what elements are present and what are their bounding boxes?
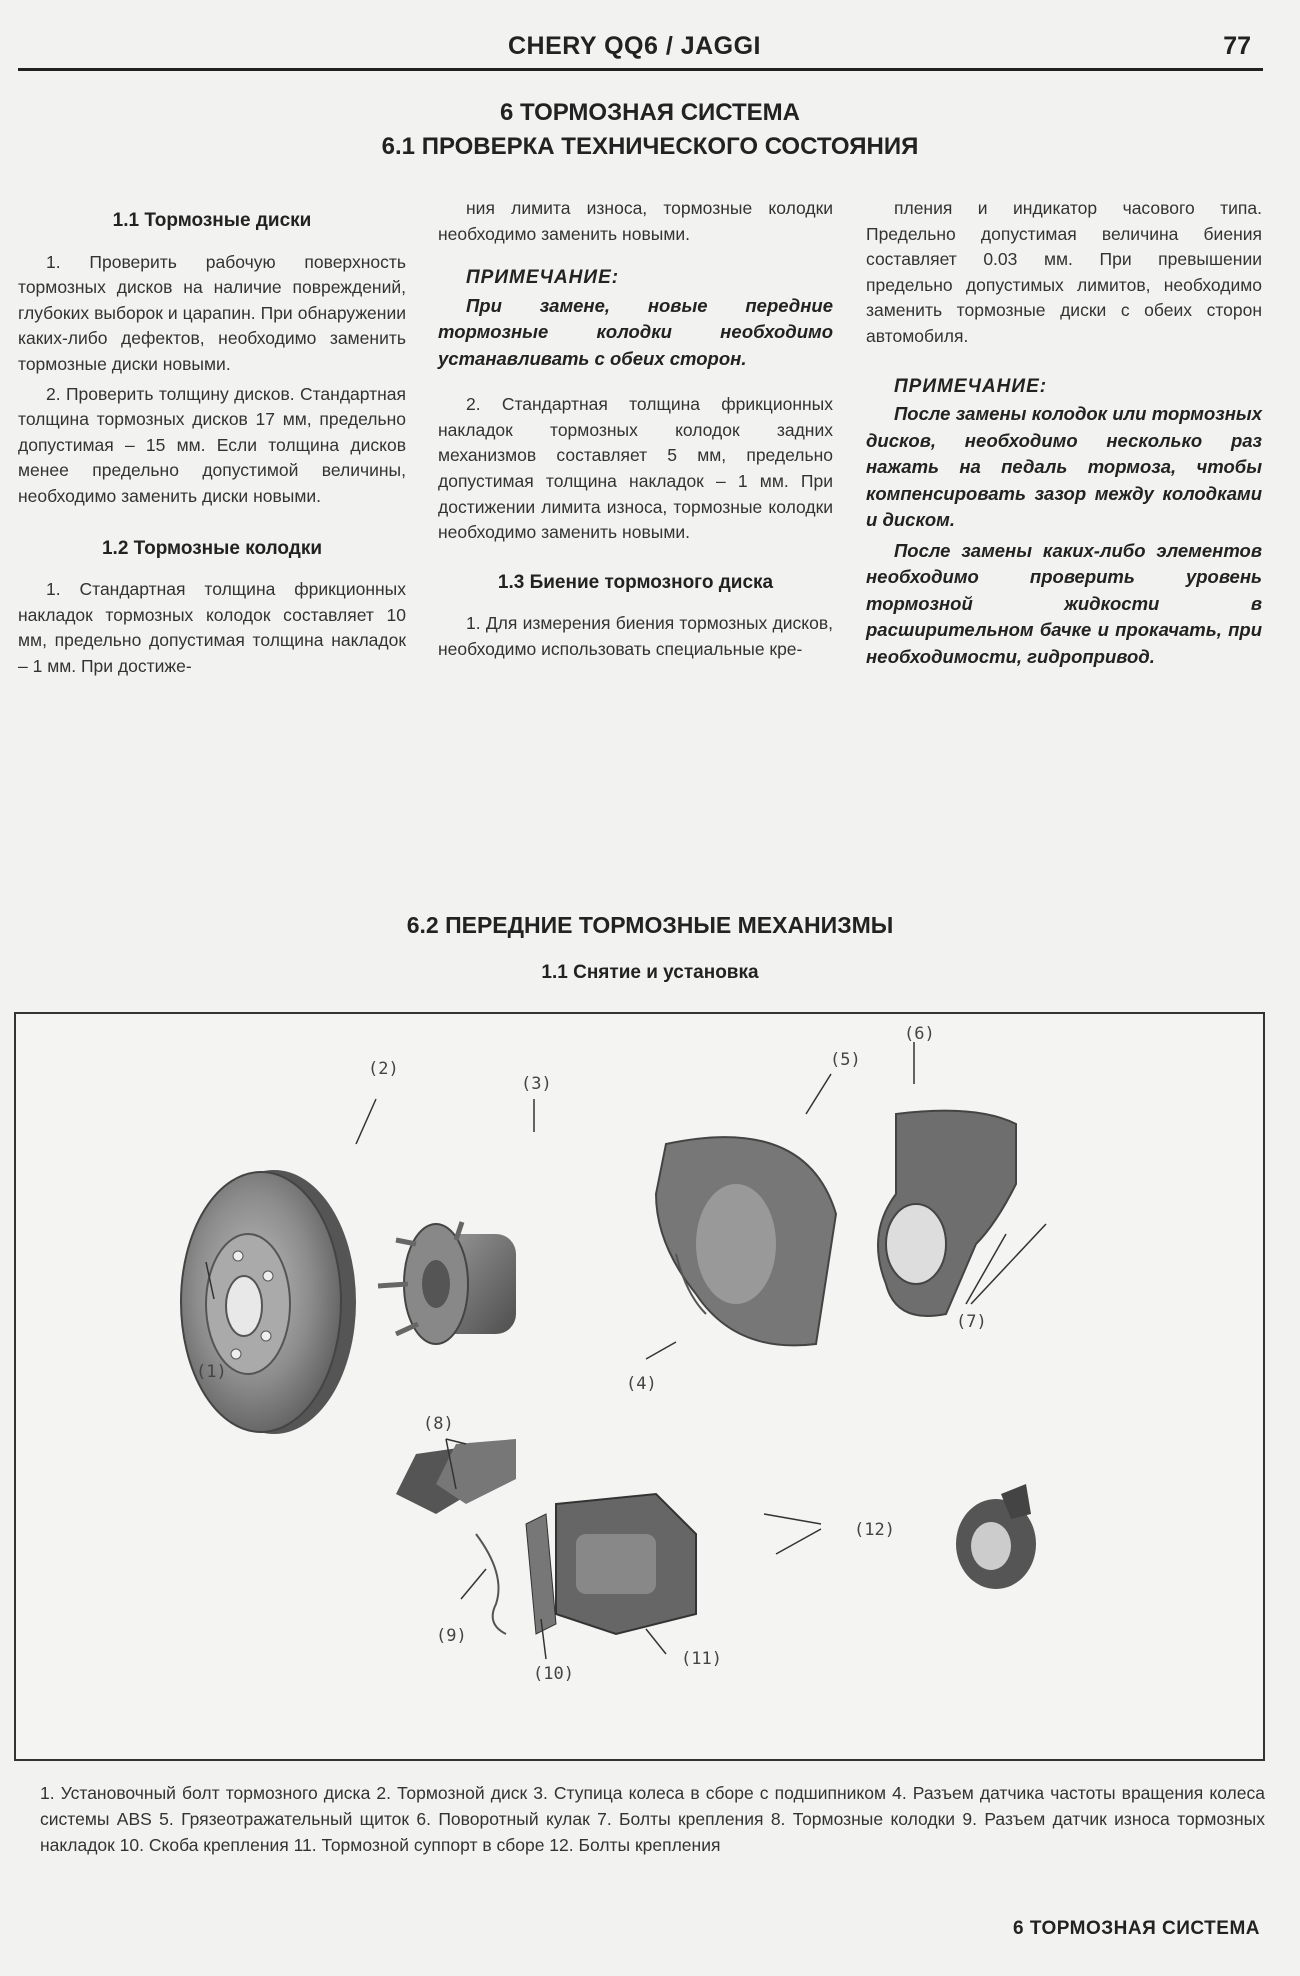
callout-label: (4) <box>626 1374 657 1394</box>
splash-shield-part <box>656 1137 836 1345</box>
text-column-2 <box>438 196 833 667</box>
callout-label: (6) <box>904 1024 935 1044</box>
callout-label: (11) <box>681 1649 722 1669</box>
chapter-title-block <box>0 96 1300 164</box>
knuckle-assembly-small <box>956 1484 1036 1589</box>
callout-label: (1) <box>196 1362 227 1382</box>
subsection-heading-discs: 1.1 Тормозные диски <box>112 210 312 231</box>
section-6-2-subtitle: 1.1 Снятие и установка <box>541 962 759 983</box>
callout-label: (2) <box>368 1059 399 1079</box>
wheel-hub-part <box>378 1222 516 1344</box>
running-title: CHERY QQ6 / JAGGI <box>508 32 762 60</box>
paragraph: 1. Проверить рабочую поверхность тормозных дисков на наличие повреждений, глубоких выборок и царапин. При обнаружении каких-либо дефектов, необходимо заменить тормозные диски новыми. <box>18 251 406 374</box>
page-footer: 6 ТОРМОЗНАЯ СИСТЕМА <box>1012 1918 1260 1939</box>
callout-label: (3) <box>521 1074 552 1094</box>
page-number: 77 <box>1223 32 1251 60</box>
section-title: 6.1 ПРОВЕРКА ТЕХНИЧЕСКОГО СОСТОЯНИЯ <box>381 133 919 160</box>
callout-label: (9) <box>436 1626 467 1646</box>
note-text: При замене, новые передние тормозные колодки необходимо устанавливать с обеих сторон. <box>438 294 833 369</box>
text-column-1 <box>18 196 406 684</box>
mounting-bracket-part <box>526 1514 556 1634</box>
callout-label: (7) <box>956 1312 987 1332</box>
subsection-heading-runout: 1.3 Биение тормозного диска <box>497 571 774 593</box>
section-6-2-title: 6.2 ПЕРЕДНИЕ ТОРМОЗНЫЕ МЕХАНИЗМЫ <box>406 912 894 938</box>
paragraph: пления и индикатор часового типа. Предельно допустимая величина биения составляет 0.03 мм. При превышении предельно допустимых лимитов, необходимо заменить тормозные диски с обеих сторон автомобиля. <box>866 198 1262 346</box>
paragraph: 1. Для измерения биения тормозных дисков, необходимо использовать специальные кре- <box>438 613 833 660</box>
paragraph: 2. Проверить толщину дисков. Стандартная толщина тормозных дисков 17 мм, предельно допустимая – 15 мм. Если толщина дисков менее предельно допустимой величины, необходимо заменить диски новыми. <box>18 383 406 506</box>
page-header <box>18 22 1263 71</box>
subsection-heading-pads: 1.2 Тормозные колодки <box>101 537 323 559</box>
brake-pads-part <box>396 1439 516 1514</box>
callout-label: (8) <box>423 1414 454 1434</box>
paragraph: ния лимита износа, тормозные колодки необходимо заменить новыми. <box>438 198 833 244</box>
note-text: После замены колодок или тормозных дисков, необходимо несколько раз нажать на педаль тормоза, чтобы компенсировать зазор между колодками и диском. <box>866 403 1262 531</box>
callout-label: (12) <box>854 1520 895 1540</box>
note-title: ПРИМЕЧАНИЕ: <box>894 375 1048 397</box>
exploded-view-figure <box>14 1012 1265 1761</box>
paragraph: 2. Стандартная толщина фрикционных накладок тормозных колодок задних механизмов составляет 5 мм, предельно допустимая толщина накладок – 1 мм. При достижении лимита износа, тормозные колодки необходимо заменить новыми. <box>438 394 833 543</box>
text-column-3 <box>866 196 1262 674</box>
callout-label: (5) <box>830 1050 861 1070</box>
brake-disc-part <box>181 1170 356 1434</box>
caliper-part <box>556 1494 696 1634</box>
steering-knuckle-part <box>878 1111 1016 1316</box>
callout-label: (10) <box>533 1664 574 1684</box>
chapter-title: 6 ТОРМОЗНАЯ СИСТЕМА <box>499 99 801 126</box>
note-title: ПРИМЕЧАНИЕ: <box>466 267 620 289</box>
paragraph: 1. Стандартная толщина фрикционных накладок тормозных колодок составляет 10 мм, предельно допустимая толщина накладок – 1 мм. При достиже- <box>18 579 406 676</box>
note-text: После замены каких-либо элементов необходимо проверить уровень тормозной жидкости в расширительном бачке и прокачать, при необходимости, гидропривод. <box>866 539 1262 667</box>
figure-caption: 1. Установочный болт тормозного диска 2. Тормозной диск 3. Ступица колеса в сборе с подшипником 4. Разъем датчика частоты вращения колеса системы ABS 5. Грязеотражательный щиток 6. Поворотный кулак 7. Болты крепления 8. Тормозные колодки 9. Разъем датчик износа тормозных накладок 10. Скоба крепления 11. Тормозной суппорт в сборе 12. Болты крепления <box>40 1783 1265 1855</box>
